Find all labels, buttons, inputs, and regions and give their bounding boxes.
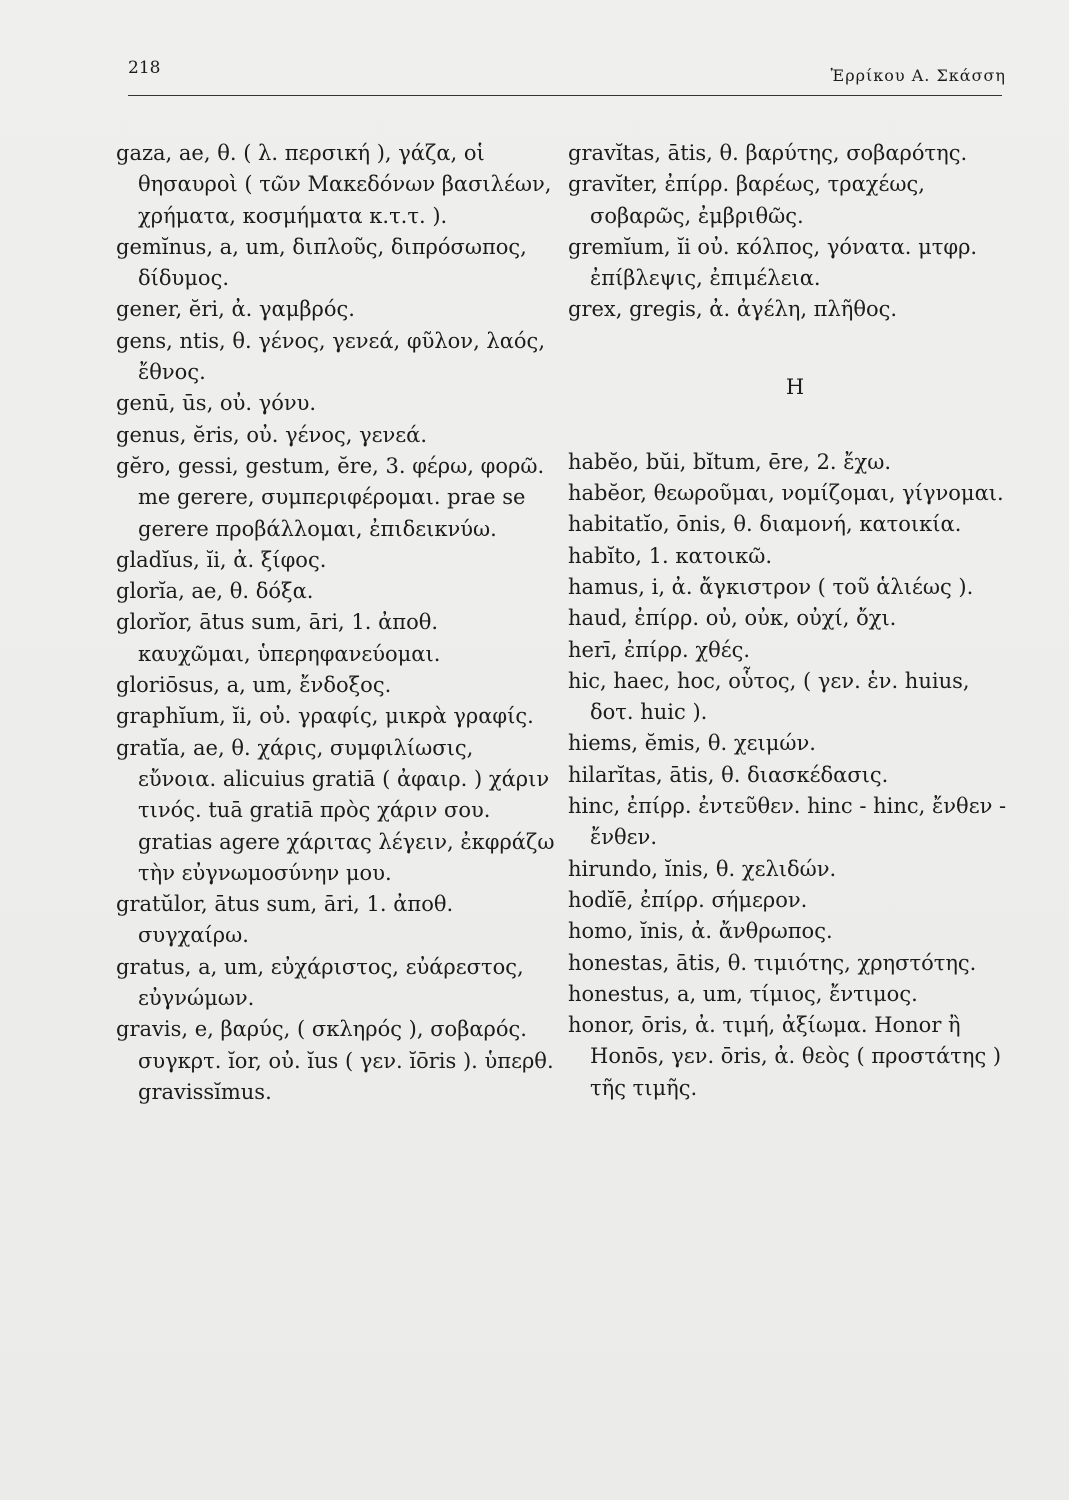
entry-honestus: honestus, a, um, τίμιος, ἔντιμος. (568, 981, 918, 1006)
section-letter-heading: H (785, 374, 805, 399)
entry-honestas: honestas, ātis, θ. τιμιότης, χρηστότης. (568, 950, 977, 975)
entry-honor: honor, ōris, ἀ. τιμή, ἀξίωμα. Honor ἢ Honōs, γεν. ōris, ἀ. θεὸς ( προστάτης ) τῆς τιμῆς. (568, 1013, 1002, 1100)
entry-habitatio: habitatĭo, ōnis, θ. διαμονή, κατοικία. (568, 512, 962, 537)
entry-habeor: habĕor, θεωροῦμαι, νομίζομαι, γίγνομαι. (568, 481, 1004, 506)
entry-gaza: gaza, ae, θ. ( λ. περσική ), γάζα, οἱ θησαυροὶ ( τῶν Μακεδόνων βασιλέων, χρήματα, κοσμήματα κ.τ.τ. ). (116, 141, 552, 228)
entry-glorior: glorĭor, ātus sum, āri, 1. ἀποθ. καυχῶμαι, ὑπερηφανεύομαι. (116, 610, 441, 666)
right-column (568, 138, 1008, 1104)
entry-gloria: glorĭa, ae, θ. δόξα. (116, 579, 314, 604)
running-author: Ἐρρίκου Α. Σκάσση (830, 66, 1006, 85)
entry-geminus: gemĭnus, a, um, διπλοῦς, διπρόσωπος, δίδυμος. (116, 234, 527, 291)
entry-gremium: gremĭum, ĭi οὐ. κόλπος, γόνατα. μτφρ. ἐπίβλεψις, ἐπιμέλεια. (568, 234, 978, 291)
entry-heri: herī, ἐπίρρ. χθές. (568, 637, 751, 662)
entry-grex: grex, gregis, ἀ. ἀγέλη, πλῆθος. (568, 297, 898, 322)
entry-gratia: gratĭa, ae, θ. χάρις, συμφιλίωσις, εὔνοια. alicuius gratiā ( ἀφαιρ. ) χάριν τινός. tuā gratiā πρὸς χάριν σου. gratias agere χάριτας λέγειν, ἐκφράζω τὴν εὐγνωμοσύνην μου. (116, 735, 555, 885)
entry-hodie: hodĭē, ἐπίρρ. σήμερον. (568, 887, 808, 912)
entry-hamus: hamus, i, ἀ. ἄγκιστρον ( τοῦ ἁλιέως ). (568, 574, 974, 599)
entry-gratus: gratus, a, um, εὐχάριστος, εὐάρεστος, εὐγνώμων. (116, 954, 524, 1011)
entry-hilaritas: hilarĭtas, ātis, θ. διασκέδασις. (568, 762, 889, 787)
entry-habeo: habĕo, bŭi, bĭtum, ēre, 2. ἔχω. (568, 449, 892, 474)
entry-graviter: gravĭter, ἐπίρρ. βαρέως, τραχέως, σοβαρῶς, ἐμβριθῶς. (568, 172, 925, 228)
page-number: 218 (128, 58, 161, 78)
entry-gratulor: gratŭlor, ātus sum, āri, 1. ἀποθ. συγχαίρω. (116, 892, 454, 948)
entry-hirundo: hirundo, ĭnis, θ. χελιδών. (568, 856, 837, 881)
entry-gloriosus: gloriōsus, a, um, ἔνδοξος. (116, 673, 392, 698)
entry-gravitas: gravĭtas, ātis, θ. βαρύτης, σοβαρότης. (568, 141, 968, 165)
entry-hic: hic, haec, hoc, οὗτος, ( γεν. ἑν. huius, δοτ. huic ). (568, 668, 970, 725)
entry-genu: genū, ūs, οὐ. γόνυ. (116, 391, 317, 416)
left-column (116, 138, 556, 1108)
entry-hiems: hiems, ĕmis, θ. χειμών. (568, 731, 816, 756)
entry-homo: homo, ĭnis, ἀ. ἄνθρωπος. (568, 919, 833, 944)
running-head (128, 58, 1006, 98)
entry-gero: gĕro, gessi, gestum, ĕre, 3. φέρω, φορῶ. me gerere, συμπεριφέρομαι. prae se gerere προβάλλομαι, ἐπιδεικνύω. (116, 453, 545, 541)
entry-gener: gener, ĕri, ἀ. γαμβρός. (116, 297, 355, 322)
header-rule (128, 95, 1002, 96)
entry-gravis: gravis, e, βαρύς, ( σκληρός ), σοβαρός. συγκρτ. ĭor, οὐ. ĭus ( γεν. ĭōris ). ὑπερθ. gravissĭmus. (116, 1017, 554, 1104)
entry-graphium: graphĭum, ĭi, οὐ. γραφίς, μικρὰ γραφίς. (116, 704, 534, 729)
entry-gladius: gladĭus, ĭi, ἀ. ξίφος. (116, 547, 327, 572)
section-gap (568, 326, 1008, 372)
entry-hinc: hinc, ἐπίρρ. ἐντεῦθεν. hinc - hinc, ἔνθεν - ἔνθεν. (568, 794, 1007, 850)
entry-gens: gens, ntis, θ. γένος, γενεά, φῦλον, λαός, ἔθνος. (116, 328, 545, 385)
entry-haud: haud, ἐπίρρ. οὐ, οὐκ, οὐχί, ὄχι. (568, 606, 897, 631)
entry-habito: habĭto, 1. κατοικῶ. (568, 543, 773, 568)
entry-genus: genus, ĕris, οὐ. γένος, γενεά. (116, 422, 428, 447)
